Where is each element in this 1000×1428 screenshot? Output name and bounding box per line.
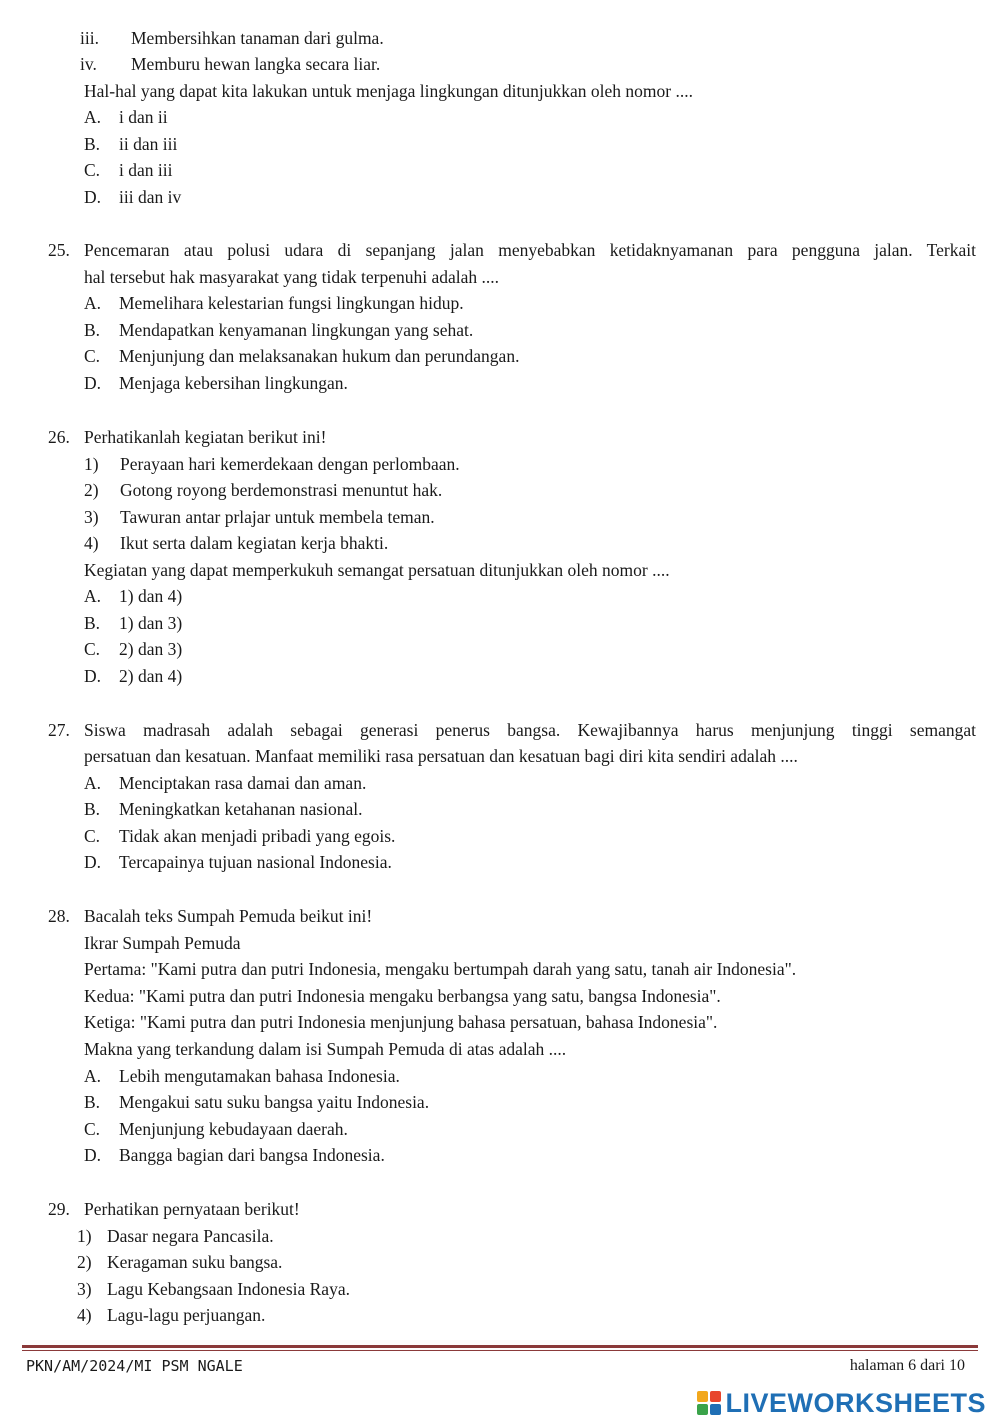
item-label: 1) [77, 1226, 92, 1246]
option-text: Menjaga kebersihan lingkungan. [119, 373, 348, 393]
question-number: 28. [48, 906, 70, 926]
option-letter: D. [84, 666, 102, 686]
option-letter: A. [84, 586, 102, 606]
question-stem: Pencemaran atau polusi udara di sepanjang jalan menyebabkan ketidaknyamanan para pengguna jalan. Terkait [84, 240, 976, 260]
option-letter: D. [84, 187, 102, 207]
question-prompt: Hal-hal yang dapat kita lakukan untuk menjaga lingkungan ditunjukkan oleh nomor .... [84, 81, 693, 101]
roman-label: iv. [80, 54, 97, 74]
option-letter: C. [84, 826, 101, 846]
statement-item: Ikut serta dalam kegiatan kerja bhakti. [120, 533, 389, 553]
option-text: Menciptakan rasa damai dan aman. [119, 773, 367, 793]
question-number: 27. [48, 720, 70, 740]
question-stem: persatuan dan kesatuan. Manfaat memiliki rasa persatuan dan kesatuan bagi diri kita sendiri adalah .... [84, 746, 798, 766]
option-letter: A. [84, 293, 102, 313]
footer-rule-thick [22, 1345, 978, 1348]
option-letter: D. [84, 1145, 102, 1165]
question-prompt: Kegiatan yang dapat memperkukuh semangat persatuan ditunjukkan oleh nomor .... [84, 560, 670, 580]
mark-square [710, 1404, 721, 1415]
mark-square [697, 1391, 708, 1402]
question-stem: Siswa madrasah adalah sebagai generasi penerus bangsa. Kewajibannya harus menjunjung tinggi semangat [84, 720, 976, 740]
question-number: 26. [48, 427, 70, 447]
item-label: 1) [84, 454, 99, 474]
question-number: 29. [48, 1199, 70, 1219]
statement-item: Keragaman suku bangsa. [107, 1252, 283, 1272]
option-letter: C. [84, 639, 101, 659]
option-letter: B. [84, 613, 101, 633]
statement-item: Membersihkan tanaman dari gulma. [131, 28, 384, 48]
option-letter: A. [84, 107, 102, 127]
page-number: halaman 6 dari 10 [849, 1357, 965, 1374]
option-letter: C. [84, 1119, 101, 1139]
reading-line: Kedua: "Kami putra dan putri Indonesia mengaku berbangsa yang satu, bangsa Indonesia". [84, 986, 721, 1006]
item-label: 4) [77, 1305, 92, 1325]
statement-item: Memburu hewan langka secara liar. [131, 54, 381, 74]
item-label: 2) [77, 1252, 92, 1272]
option-text: 1) dan 4) [119, 586, 183, 606]
option-text: 1) dan 3) [119, 613, 183, 633]
statement-item: Lagu-lagu perjuangan. [107, 1305, 266, 1325]
statement-item: Dasar negara Pancasila. [107, 1226, 274, 1246]
statement-item: Gotong royong berdemonstrasi menuntut hak. [120, 480, 443, 500]
question-stem: Perhatikan pernyataan berikut! [84, 1199, 300, 1219]
question-prompt: Makna yang terkandung dalam isi Sumpah Pemuda di atas adalah .... [84, 1039, 567, 1059]
option-text: Meningkatkan ketahanan nasional. [119, 799, 363, 819]
brand-name: LIVEWORKSHEETS [725, 1387, 986, 1418]
option-text: i dan ii [119, 107, 168, 127]
reading-line: Pertama: "Kami putra dan putri Indonesia, mengaku bertumpah darah yang satu, tanah air Indonesia". [84, 959, 797, 979]
option-text: iii dan iv [119, 187, 182, 207]
option-text: 2) dan 4) [119, 666, 183, 686]
option-text: Tercapainya tujuan nasional Indonesia. [119, 852, 392, 872]
statement-item: Tawuran antar prlajar untuk membela teman. [120, 507, 435, 527]
option-text: Tidak akan menjadi pribadi yang egois. [119, 826, 396, 846]
option-text: ii dan iii [119, 134, 178, 154]
liveworksheets-logo[interactable] [697, 1386, 986, 1420]
roman-label: iii. [80, 28, 99, 48]
option-letter: B. [84, 1092, 101, 1112]
option-text: Mendapatkan kenyamanan lingkungan yang sehat. [119, 320, 474, 340]
item-label: 3) [77, 1279, 92, 1299]
question-stem: hal tersebut hak masyarakat yang tidak terpenuhi adalah .... [84, 267, 499, 287]
mark-square [710, 1391, 721, 1402]
reading-line: Ketiga: "Kami putra dan putri Indonesia menjunjung bahasa persatuan, bahasa Indonesia". [84, 1012, 718, 1032]
option-letter: C. [84, 346, 101, 366]
option-letter: D. [84, 373, 102, 393]
option-text: Bangga bagian dari bangsa Indonesia. [119, 1145, 385, 1165]
statement-item: Perayaan hari kemerdekaan dengan perlombaan. [120, 454, 460, 474]
item-label: 3) [84, 507, 99, 527]
option-text: Mengakui satu suku bangsa yaitu Indonesia. [119, 1092, 430, 1112]
footer-code: PKN/AM/2024/MI PSM NGALE [26, 1357, 243, 1375]
option-text: Menjunjung dan melaksanakan hukum dan perundangan. [119, 346, 520, 366]
question-stem: Perhatikanlah kegiatan berikut ini! [84, 427, 327, 447]
reading-title: Ikrar Sumpah Pemuda [84, 933, 241, 953]
option-letter: A. [84, 1066, 102, 1086]
option-text: Menjunjung kebudayaan daerah. [119, 1119, 348, 1139]
liveworksheets-mark-icon [697, 1391, 721, 1415]
option-text: Lebih mengutamakan bahasa Indonesia. [119, 1066, 400, 1086]
option-text: Memelihara kelestarian fungsi lingkungan hidup. [119, 293, 464, 313]
option-letter: A. [84, 773, 102, 793]
question-stem: Bacalah teks Sumpah Pemuda beikut ini! [84, 906, 373, 926]
option-letter: B. [84, 320, 101, 340]
option-letter: B. [84, 799, 101, 819]
statement-item: Lagu Kebangsaan Indonesia Raya. [107, 1279, 350, 1299]
item-label: 4) [84, 533, 99, 553]
item-label: 2) [84, 480, 99, 500]
mark-square [697, 1404, 708, 1415]
option-letter: B. [84, 134, 101, 154]
option-text: i dan iii [119, 160, 173, 180]
footer-rule-thin [22, 1350, 978, 1351]
question-number: 25. [48, 240, 70, 260]
option-text: 2) dan 3) [119, 639, 183, 659]
option-letter: D. [84, 852, 102, 872]
option-letter: C. [84, 160, 101, 180]
